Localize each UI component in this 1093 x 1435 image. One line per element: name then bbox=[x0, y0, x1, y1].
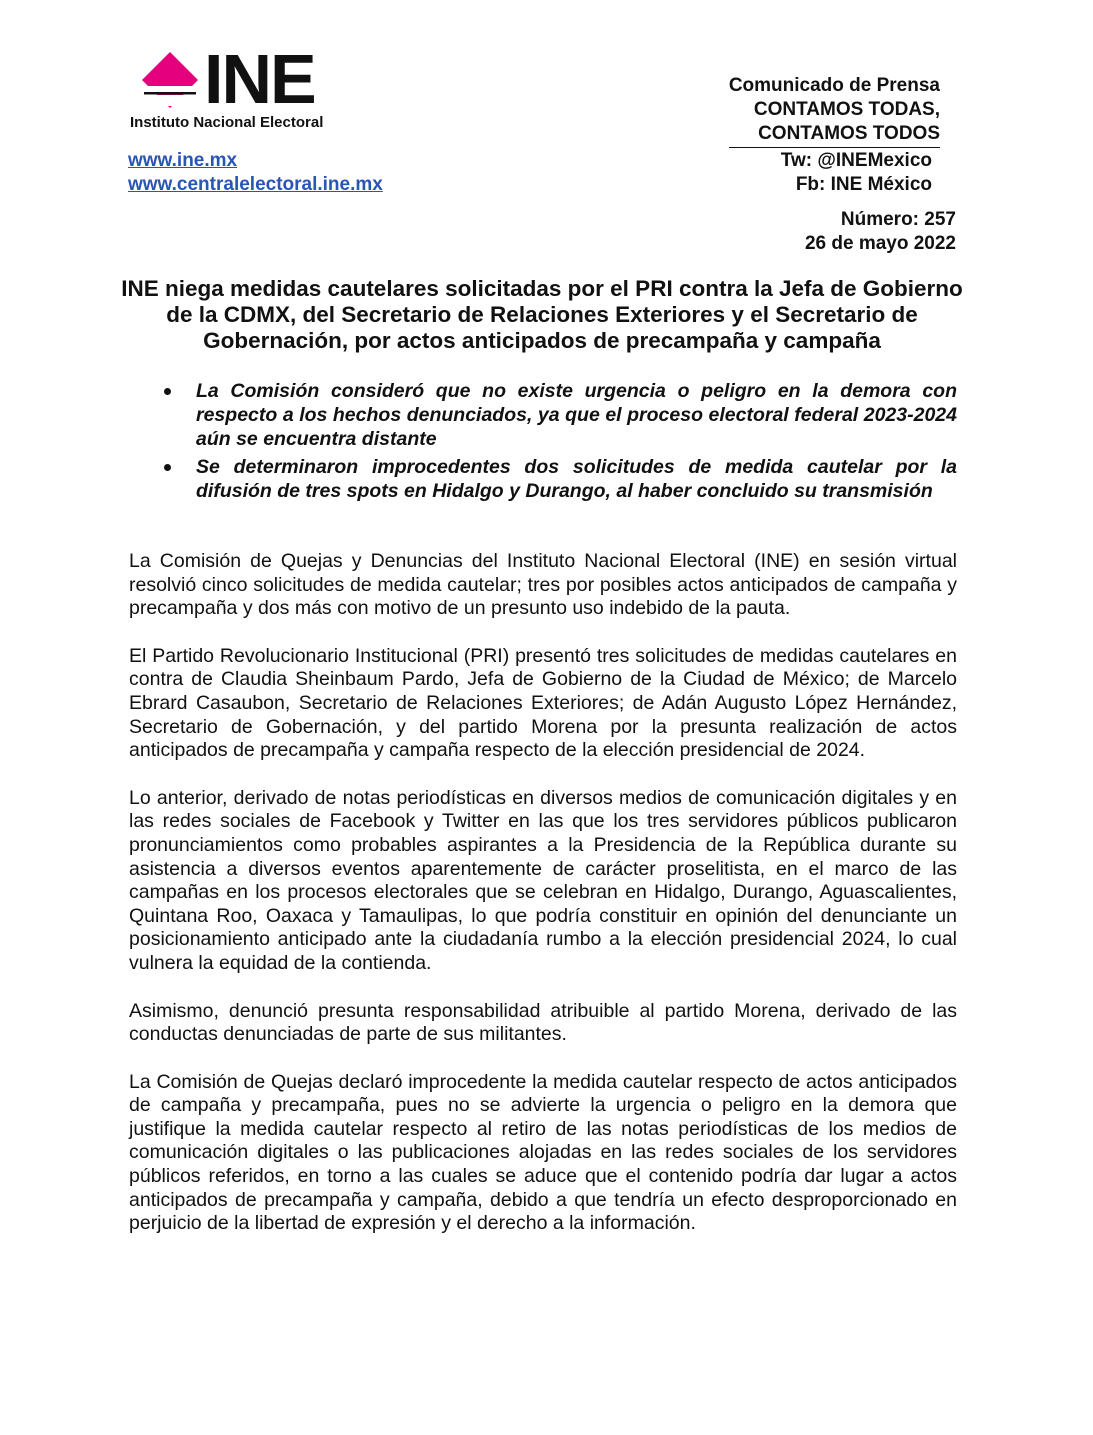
link-ine-website[interactable]: www.ine.mx bbox=[128, 150, 238, 171]
bullet-text: La Comisión consideró que no existe urgencia o peligro en la demora con respecto a los hechos denunciados, ya que el proceso electoral federal 2023-2024 aún se encuentra distante bbox=[196, 380, 957, 450]
slogan-line-1: CONTAMOS TODAS, bbox=[753, 99, 940, 120]
press-title: Comunicado de Prensa bbox=[728, 75, 940, 96]
slogan-line-2: CONTAMOS TODOS bbox=[729, 122, 940, 148]
bullet-item bbox=[160, 455, 957, 503]
release-number: Número: 257 bbox=[840, 209, 956, 230]
bullet-item bbox=[160, 379, 957, 451]
ballot-box-icon bbox=[140, 50, 200, 110]
bullet-text: Se determinaron improcedentes dos solicitudes de medida cautelar por la difusión de tres spots en Hidalgo y Durango, al haber concluido su transmisión bbox=[196, 456, 957, 502]
ine-logo bbox=[128, 40, 343, 138]
paragraph: Asimismo, denunció presunta responsabilidad atribuible al partido Morena, derivado de las conductas denunciadas de parte de sus militantes. bbox=[129, 999, 957, 1046]
paragraph: El Partido Revolucionario Institucional (PRI) presentó tres solicitudes de medidas cautelares en contra de Claudia Sheinbaum Pardo, Jefa de Gobierno de la Ciudad de México; de Marcelo Ebrard Casaubon, Secretario de Relaciones Exteriores; de Adán Augusto López Hernández, Secretario de Gobernación, y del partido Morena por la presunta realización de actos anticipados de precampaña y campaña respecto de la elección presidencial de 2024. bbox=[129, 644, 957, 762]
twitter-handle: Tw: @INEMexico bbox=[780, 150, 932, 171]
facebook-handle: Fb: INE México bbox=[795, 174, 932, 195]
paragraph: Lo anterior, derivado de notas periodísticas en diversos medios de comunicación digitales y en las redes sociales de Facebook y Twitter en las que los tres servidores públicos publicaron pronunciamientos como probables aspirantes a la Presidencia de la República durante su asistencia a diversos eventos aparentemente de carácter proselitista, en el marco de las campañas en los procesos electorales que se celebran en Hidalgo, Durango, Aguascalientes, Quintana Roo, Oaxaca y Tamaulipas, lo que podría constituir en opinión del denunciante un posicionamiento anticipado ante la ciudadanía rumbo a la elección presidencial 2024, lo cual vulnera la equidad de la contienda. bbox=[129, 786, 957, 974]
paragraph: La Comisión de Quejas y Denuncias del Instituto Nacional Electoral (INE) en sesión virtual resolvió cinco solicitudes de medida cautelar; tres por posibles actos anticipados de campaña y precampaña y dos más con motivo de un presunto uso indebido de la pauta. bbox=[129, 550, 957, 620]
link-central-electoral[interactable]: www.centralelectoral.ine.mx bbox=[128, 174, 383, 195]
summary-bullets bbox=[160, 379, 957, 507]
article-body bbox=[129, 550, 957, 1260]
headline: INE niega medidas cautelares solicitadas por el PRI contra la Jefa de Gobierno de la CDMX, del Secretario de Relaciones Exteriores y el Secretario de Gobernación, por actos anticipados de precampaña y campaña bbox=[121, 276, 963, 353]
release-meta bbox=[805, 208, 956, 256]
logo-wordmark: INE bbox=[204, 40, 315, 118]
website-links bbox=[128, 149, 383, 197]
release-date: 26 de mayo 2022 bbox=[804, 233, 956, 254]
bullet-icon bbox=[164, 464, 171, 471]
logo-subtitle: Instituto Nacional Electoral bbox=[130, 114, 324, 131]
bullet-icon bbox=[164, 388, 171, 395]
press-release-block bbox=[729, 74, 940, 148]
social-handles bbox=[781, 149, 932, 197]
paragraph: La Comisión de Quejas declaró improcedente la medida cautelar respecto de actos anticipados de campaña y precampaña, pues no se advierte la urgencia o peligro en la demora que justifique la medida cautelar respecto al retiro de las notas periodísticas de los medios de comunicación digitales o las publicaciones alojadas en las redes sociales de los servidores públicos referidos, en torno a las cuales se aduce que el contenido podría dar lugar a actos anticipados de precampaña y campaña, debido a que tendría un efecto desproporcionado en perjuicio de la libertad de expresión y el derecho a la información. bbox=[129, 1070, 957, 1235]
